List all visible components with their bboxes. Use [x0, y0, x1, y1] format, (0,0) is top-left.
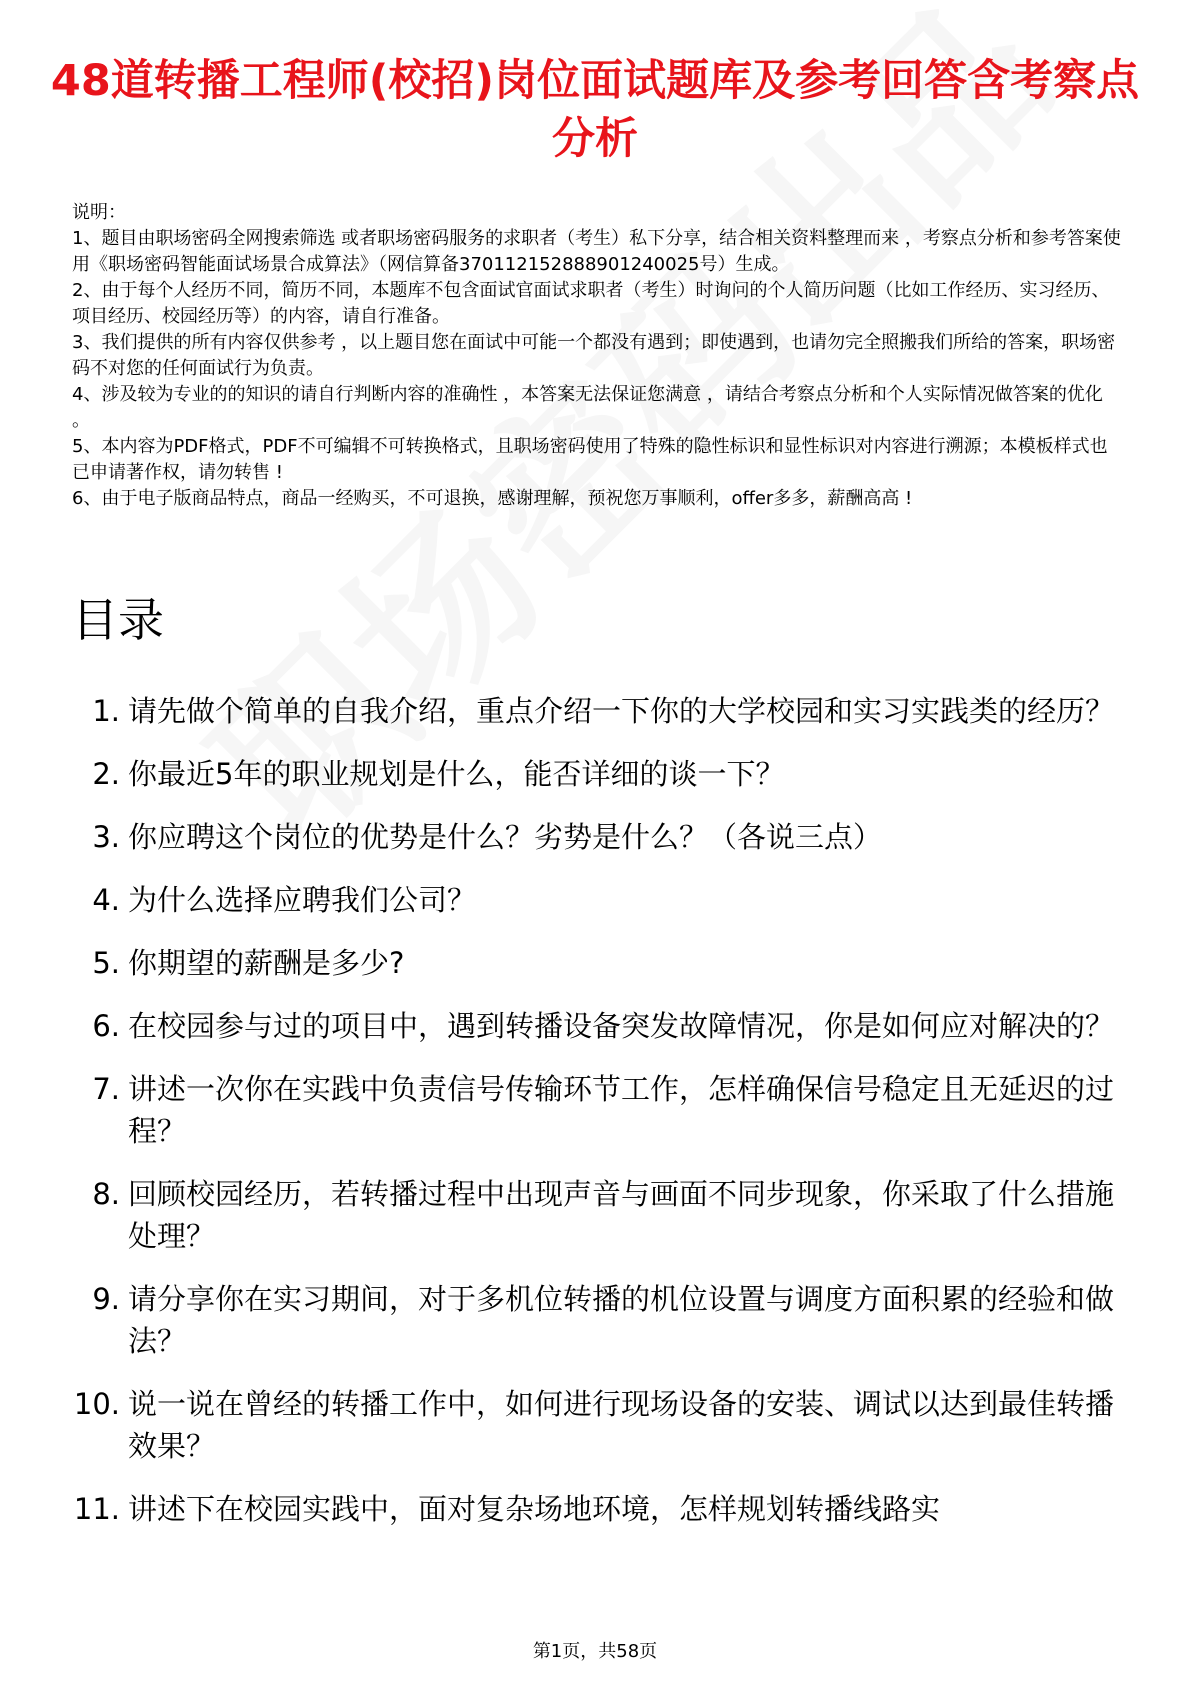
toc-item[interactable] [72, 1488, 1122, 1530]
toc-item[interactable] [72, 1005, 1122, 1047]
toc-item-text: 在校园参与过的项目中，遇到转播设备突发故障情况，你是如何应对解决的？ [128, 1009, 1115, 1043]
toc-item[interactable] [72, 942, 1122, 984]
toc-item[interactable] [72, 1383, 1122, 1467]
toc-item[interactable] [72, 690, 1122, 732]
toc-item-number: 8. [92, 1177, 120, 1211]
notes-section [72, 200, 1122, 512]
note-item: 4、涉及较为专业的的知识的请自行判断内容的准确性 ，本答案无法保证您满意 ，请结合考察点分析和个人实际情况做答案的优化 。 [72, 384, 1103, 431]
toc-item-number: 10. [73, 1387, 120, 1421]
toc-item[interactable] [72, 1173, 1122, 1257]
toc-item-number: 9. [92, 1282, 120, 1316]
toc-heading: 目录 [72, 593, 164, 647]
note-item: 5、本内容为PDF格式，PDF不可编辑不可转换格式，且职场密码使用了特殊的隐性标识和显性标识对内容进行溯源；本模板样式也已申请著作权，请勿转售 ! [72, 436, 1108, 483]
toc-item-number: 5. [92, 946, 120, 980]
toc-item-text: 回顾校园经历，若转播过程中出现声音与画面不同步现象，你采取了什么措施处理？ [128, 1177, 1115, 1253]
note-item: 1、题目由职场密码全网搜索筛选 或者职场密码服务的求职者（考生）私下分享，结合相关资料整理而来 ，考察点分析和参考答案使用《职场密码智能面试场景合成算法》（网信算备370112152888901240025号）生成。 [72, 228, 1121, 275]
toc-item[interactable] [72, 1068, 1122, 1152]
toc-item-text: 你最近5年的职业规划是什么，能否详细的谈一下？ [128, 757, 785, 791]
toc-list [72, 690, 1122, 1551]
toc-item-number: 11. [73, 1492, 120, 1526]
document-title: 48道转播工程师(校招)岗位面试题库及参考回答含考察点分析 [50, 56, 1140, 164]
toc-item[interactable] [72, 753, 1122, 795]
toc-item-number: 7. [92, 1072, 120, 1106]
toc-item-text: 请先做个简单的自我介绍，重点介绍一下你的大学校园和实习实践类的经历？ [128, 694, 1115, 728]
toc-item-text: 你应聘这个岗位的优势是什么？劣势是什么？（各说三点） [128, 820, 883, 854]
toc-item-text: 为什么选择应聘我们公司？ [128, 883, 477, 917]
note-item: 3、我们提供的所有内容仅供参考 ，以上题目您在面试中可能一个都没有遇到；即使遇到，也请勿完全照搬我们所给的答案，职场密码不对您的任何面试行为负责。 [72, 332, 1116, 379]
toc-item-number: 6. [92, 1009, 120, 1043]
toc-item-number: 1. [92, 694, 120, 728]
toc-item[interactable] [72, 1278, 1122, 1362]
note-item: 6、由于电子版商品特点，商品一经购买，不可退换，感谢理解，预祝您万事顺利，offer多多，薪酬高高 ! [72, 488, 913, 509]
toc-item-text: 请分享你在实习期间，对于多机位转播的机位设置与调度方面积累的经验和做法？ [128, 1282, 1115, 1358]
toc-item-text: 讲述下在校园实践中，面对复杂场地环境，怎样规划转播线路实 [128, 1492, 941, 1526]
toc-item-text: 讲述一次你在实践中负责信号传输环节工作，怎样确保信号稳定且无延迟的过程？ [128, 1072, 1115, 1148]
note-item: 2、由于每个人经历不同，简历不同，本题库不包含面试官面试求职者（考生）时询问的个人简历问题（比如工作经历、实习经历、项目经历、校园经历等）的内容，请自行准备。 [72, 280, 1110, 327]
toc-item[interactable] [72, 879, 1122, 921]
toc-item-text: 你期望的薪酬是多少? [128, 946, 405, 980]
page-footer: 第1页，共58页 [532, 1641, 658, 1662]
notes-heading: 说明： [72, 202, 126, 223]
toc-item[interactable] [72, 816, 1122, 858]
toc-item-number: 4. [92, 883, 120, 917]
toc-item-text: 说一说在曾经的转播工作中，如何进行现场设备的安装、调试以达到最佳转播效果？ [128, 1387, 1115, 1463]
toc-item-number: 3. [92, 820, 120, 854]
toc-item-number: 2. [92, 757, 120, 791]
